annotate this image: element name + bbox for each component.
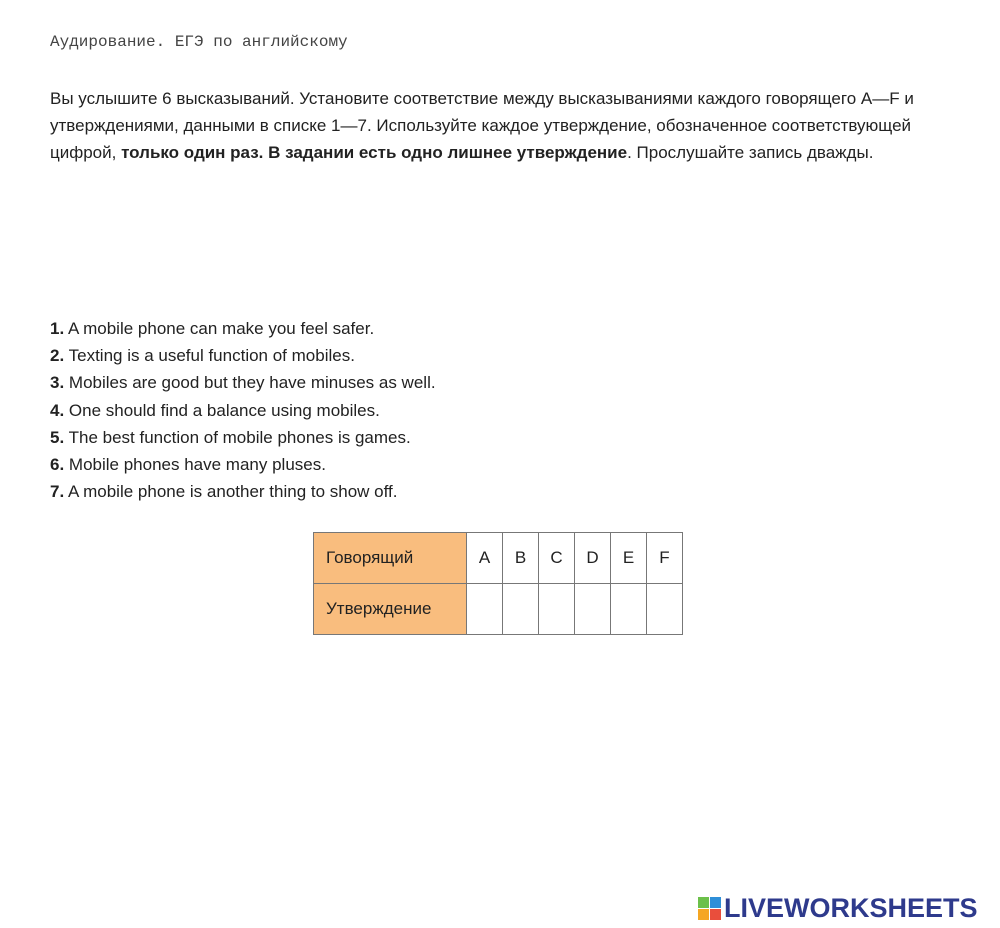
logo-text: LIVEWORKSHEETS <box>724 893 978 923</box>
statement-number: 5. <box>50 427 65 447</box>
answer-table <box>313 532 683 635</box>
statement-item <box>50 342 436 369</box>
speaker-row <box>314 533 683 584</box>
statement-item <box>50 478 436 505</box>
statement-number: 4. <box>50 400 65 420</box>
statement-item <box>50 451 436 478</box>
page-title: Аудирование. ЕГЭ по английскому <box>50 33 348 51</box>
speaker-letter-f: F <box>647 533 683 584</box>
instructions-part1: Вы услышите 6 высказываний. Установите соответствие между высказываниями каждого говорящего A—F и утверждениями, данными в списке 1—7. Используйте каждое утверждение, обозначенное соответствующей цифрой, <box>50 89 914 162</box>
answer-input-b[interactable] <box>503 584 539 635</box>
statement-number: 6. <box>50 455 65 475</box>
statement-number: 3. <box>50 373 65 393</box>
liveworksheets-logo <box>698 893 978 924</box>
answer-input-e[interactable] <box>611 584 647 635</box>
answer-row <box>314 584 683 635</box>
statement-text: Mobiles are good but they have minuses as well. <box>68 373 436 393</box>
instructions-part2: . Прослушайте запись дважды. <box>627 143 874 162</box>
statement-item <box>50 424 436 451</box>
statement-item <box>50 397 436 424</box>
logo-icon <box>698 897 721 920</box>
statement-item <box>50 315 436 342</box>
statement-text: A mobile phone can make you feel safer. <box>67 319 375 338</box>
speaker-header: Говорящий <box>314 533 467 584</box>
speaker-letter-d: D <box>575 533 611 584</box>
statement-number: 2. <box>50 346 65 366</box>
instructions-bold: только один раз. В задании есть одно лишнее утверждение <box>121 143 628 162</box>
speaker-letter-b: B <box>503 533 539 584</box>
statement-item <box>50 369 436 396</box>
statement-text: A mobile phone is another thing to show off. <box>67 482 398 502</box>
answer-input-f[interactable] <box>647 584 683 635</box>
speaker-letter-e: E <box>611 533 647 584</box>
answer-input-d[interactable] <box>575 584 611 635</box>
speaker-letter-a: A <box>467 533 503 584</box>
statement-text: The best function of mobile phones is games. <box>68 427 411 447</box>
speaker-letter-c: C <box>539 533 575 584</box>
statements-list <box>50 315 436 505</box>
statement-text: Texting is a useful function of mobiles. <box>68 346 355 366</box>
statement-number: 1. <box>50 319 65 338</box>
answer-input-c[interactable] <box>539 584 575 635</box>
statement-header: Утверждение <box>314 584 467 635</box>
statement-text: Mobile phones have many pluses. <box>68 455 326 475</box>
answer-input-a[interactable] <box>467 584 503 635</box>
statement-text: One should find a balance using mobiles. <box>68 400 380 420</box>
instructions-text <box>50 85 950 166</box>
statement-number: 7. <box>50 482 65 502</box>
